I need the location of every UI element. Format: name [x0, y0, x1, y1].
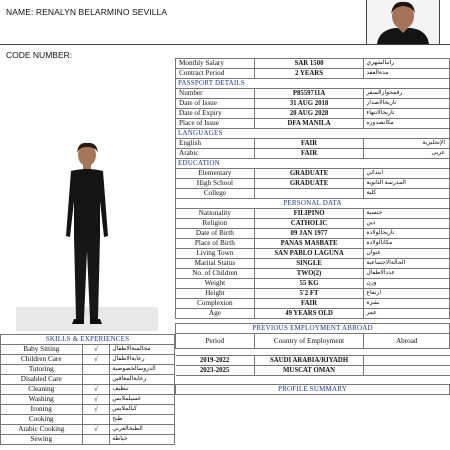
personal-arabic: عمر: [364, 309, 450, 319]
education-value: GRADUATE: [254, 179, 364, 189]
contract-label: Contract Period: [176, 69, 255, 79]
personal-arabic: مكانالولادة: [364, 239, 450, 249]
education-row: [176, 169, 450, 179]
personal-arabic: ارتفاع: [364, 289, 450, 299]
check-icon: √: [82, 425, 110, 435]
personal-section-title: PERSONAL DATA: [176, 199, 450, 209]
personal-value: 55 KG: [254, 279, 364, 289]
passport-value: DFA MANILA: [254, 119, 364, 129]
education-arabic: ابتدائي: [364, 169, 450, 179]
full-body-photo: [16, 141, 158, 331]
personal-arabic: بشرة: [364, 299, 450, 309]
education-section-title: EDUCATION: [176, 159, 450, 169]
personal-row: [176, 219, 450, 229]
skill-arabic: الطبخالعربي: [110, 425, 175, 435]
personal-row: [176, 249, 450, 259]
passport-label: Place of Issue: [176, 119, 255, 129]
education-arabic: المدرسة الثانوية: [364, 179, 450, 189]
passport-arabic: تاريخالانتهاء: [364, 109, 450, 119]
education-row: [176, 179, 450, 189]
language-value: FAIR: [254, 149, 364, 159]
skill-label: Washing: [1, 395, 83, 405]
salary-arabic: راتبالشهري: [364, 59, 450, 69]
personal-arabic: عنوان: [364, 249, 450, 259]
check-icon: [82, 435, 110, 445]
personal-value: 49 YEARS OLD: [254, 309, 364, 319]
passport-label: Date of Expiry: [176, 109, 255, 119]
language-value: FAIR: [254, 139, 364, 149]
applicant-name: NAME: RENALYN BELARMINO SEVILLA: [6, 7, 168, 17]
passport-arabic: تاريخالاصدار: [364, 99, 450, 109]
language-row: [176, 139, 450, 149]
skill-row: [1, 415, 175, 425]
personal-value: TWO(2): [254, 269, 364, 279]
check-icon: [82, 415, 110, 425]
personal-row: [176, 229, 450, 239]
education-label: Elementary: [176, 169, 255, 179]
language-label: Arabic: [176, 149, 255, 159]
personal-label: Marital Status: [176, 259, 255, 269]
skill-arabic: تنظيف: [110, 385, 175, 395]
skill-arabic: كيالملابس: [110, 405, 175, 415]
skill-row: [1, 395, 175, 405]
skill-arabic: رعايةالمعاقين: [110, 375, 175, 385]
check-icon: √: [82, 345, 110, 355]
passport-arabic: رقمجوازالسفر: [364, 89, 450, 99]
personal-value: SINGLE: [254, 259, 364, 269]
education-value: [254, 189, 364, 199]
personal-label: Nationality: [176, 209, 255, 219]
employment-period: 2023-2025: [176, 366, 255, 376]
skill-row: [1, 375, 175, 385]
skill-arabic: غسيلملابس: [110, 395, 175, 405]
skill-arabic: الدروسالخصوصية: [110, 365, 175, 375]
passport-value: 20 AUG 2028: [254, 109, 364, 119]
personal-label: Weight: [176, 279, 255, 289]
personal-label: Date of Birth: [176, 229, 255, 239]
skill-arabic: رعايةالاطفال: [110, 355, 175, 365]
personal-value: 09 JAN 1977: [254, 229, 364, 239]
salary-label: Monthly Salary: [176, 59, 255, 69]
salary-value: SAR 1500: [254, 59, 364, 69]
passport-row: [176, 119, 450, 129]
skill-row: [1, 425, 175, 435]
employment-country: MUSCAT OMAN: [254, 366, 364, 376]
check-icon: √: [82, 355, 110, 365]
skills-section-title: SKILLS & EXPERIENCES: [1, 335, 175, 345]
personal-value: SAN PABLO LAGUNA: [254, 249, 364, 259]
personal-arabic: تاريخالولادة: [364, 229, 450, 239]
skill-row: [1, 435, 175, 445]
personal-arabic: دين: [364, 219, 450, 229]
languages-section-title: LANGUAGES: [176, 129, 450, 139]
personal-row: [176, 239, 450, 249]
personal-label: Complexion: [176, 299, 255, 309]
skill-label: Cooking: [1, 415, 83, 425]
passport-row: [176, 89, 450, 99]
abroad-header: Abroad: [364, 334, 450, 349]
employment-spacer: [176, 376, 450, 385]
contract-arabic: مدةالعقد: [364, 69, 450, 79]
employment-row: [176, 356, 450, 366]
salary-row: [176, 59, 450, 69]
education-label: College: [176, 189, 255, 199]
employment-abroad: [364, 366, 450, 376]
personal-arabic: وزن: [364, 279, 450, 289]
personal-label: Height: [176, 289, 255, 299]
skill-arabic: مجالسةالاطفال: [110, 345, 175, 355]
skill-label: Disabled Care: [1, 375, 83, 385]
check-icon: [82, 365, 110, 375]
skill-label: Children Care: [1, 355, 83, 365]
contract-value: 2 YEARS: [254, 69, 364, 79]
employment-table: [175, 323, 450, 395]
skill-label: Tutoring: [1, 365, 83, 375]
education-label: High School: [176, 179, 255, 189]
employment-header-row: [176, 334, 450, 349]
language-arabic: عربى: [364, 149, 450, 159]
period-header: Period: [176, 334, 255, 349]
skill-label: Baby Sitting: [1, 345, 83, 355]
passport-arabic: مكانصدوره: [364, 119, 450, 129]
check-icon: √: [82, 385, 110, 395]
skills-table: [0, 334, 175, 445]
education-arabic: كلية: [364, 189, 450, 199]
skill-row: [1, 365, 175, 375]
education-value: GRADUATE: [254, 169, 364, 179]
personal-row: [176, 309, 450, 319]
personal-label: Age: [176, 309, 255, 319]
personal-row: [176, 259, 450, 269]
skill-label: Cleaning: [1, 385, 83, 395]
language-arabic: الإنجليزية: [364, 139, 450, 149]
personal-value: PANAS MASBATE: [254, 239, 364, 249]
skill-row: [1, 405, 175, 415]
skill-label: Sewing: [1, 435, 83, 445]
personal-label: Religion: [176, 219, 255, 229]
check-icon: √: [82, 405, 110, 415]
details-table: [175, 58, 450, 319]
passport-row: [176, 99, 450, 109]
personal-label: Living Town: [176, 249, 255, 259]
employment-period: 2019-2022: [176, 356, 255, 366]
employment-row: [176, 366, 450, 376]
check-icon: √: [82, 395, 110, 405]
personal-row: [176, 289, 450, 299]
skill-arabic: خياطة: [110, 435, 175, 445]
personal-arabic: عددالاطفال: [364, 269, 450, 279]
personal-row: [176, 299, 450, 309]
employment-abroad: [364, 356, 450, 366]
skill-row: [1, 345, 175, 355]
check-icon: [82, 375, 110, 385]
skill-row: [1, 355, 175, 365]
personal-row: [176, 279, 450, 289]
passport-value: P8559711A: [254, 89, 364, 99]
personal-arabic: جنسية: [364, 209, 450, 219]
country-header: Country of Employment: [254, 334, 364, 349]
personal-value: FILIPINO: [254, 209, 364, 219]
passport-value: 31 AUG 2018: [254, 99, 364, 109]
personal-value: CATHOLIC: [254, 219, 364, 229]
skill-label: Arabic Cooking: [1, 425, 83, 435]
personal-arabic: الحالةالاجتماعية: [364, 259, 450, 269]
personal-label: No. of Children: [176, 269, 255, 279]
language-row: [176, 149, 450, 159]
personal-value: FAIR: [254, 299, 364, 309]
header-divider: [0, 44, 450, 45]
personal-label: Place of Birth: [176, 239, 255, 249]
skill-arabic: طبخ: [110, 415, 175, 425]
skill-label: Ironing: [1, 405, 83, 415]
passport-label: Number: [176, 89, 255, 99]
passport-label: Date of Issue: [176, 99, 255, 109]
language-label: English: [176, 139, 255, 149]
passport-row: [176, 109, 450, 119]
contract-row: [176, 69, 450, 79]
education-row: [176, 189, 450, 199]
employment-section-title: PREVIOUS EMPLOYMENT ABROAD: [176, 324, 450, 334]
skill-row: [1, 385, 175, 395]
personal-row: [176, 269, 450, 279]
code-number-label: CODE NUMBER:: [6, 50, 73, 60]
profile-summary-title: PROFILE SUMMARY: [176, 385, 450, 395]
personal-value: 5'2 FT: [254, 289, 364, 299]
passport-section-title: PASSPORT DETAILS: [176, 79, 450, 89]
headshot-photo: [366, 0, 440, 44]
personal-row: [176, 209, 450, 219]
employment-country: SAUDI ARABIA/RIYADH: [254, 356, 364, 366]
